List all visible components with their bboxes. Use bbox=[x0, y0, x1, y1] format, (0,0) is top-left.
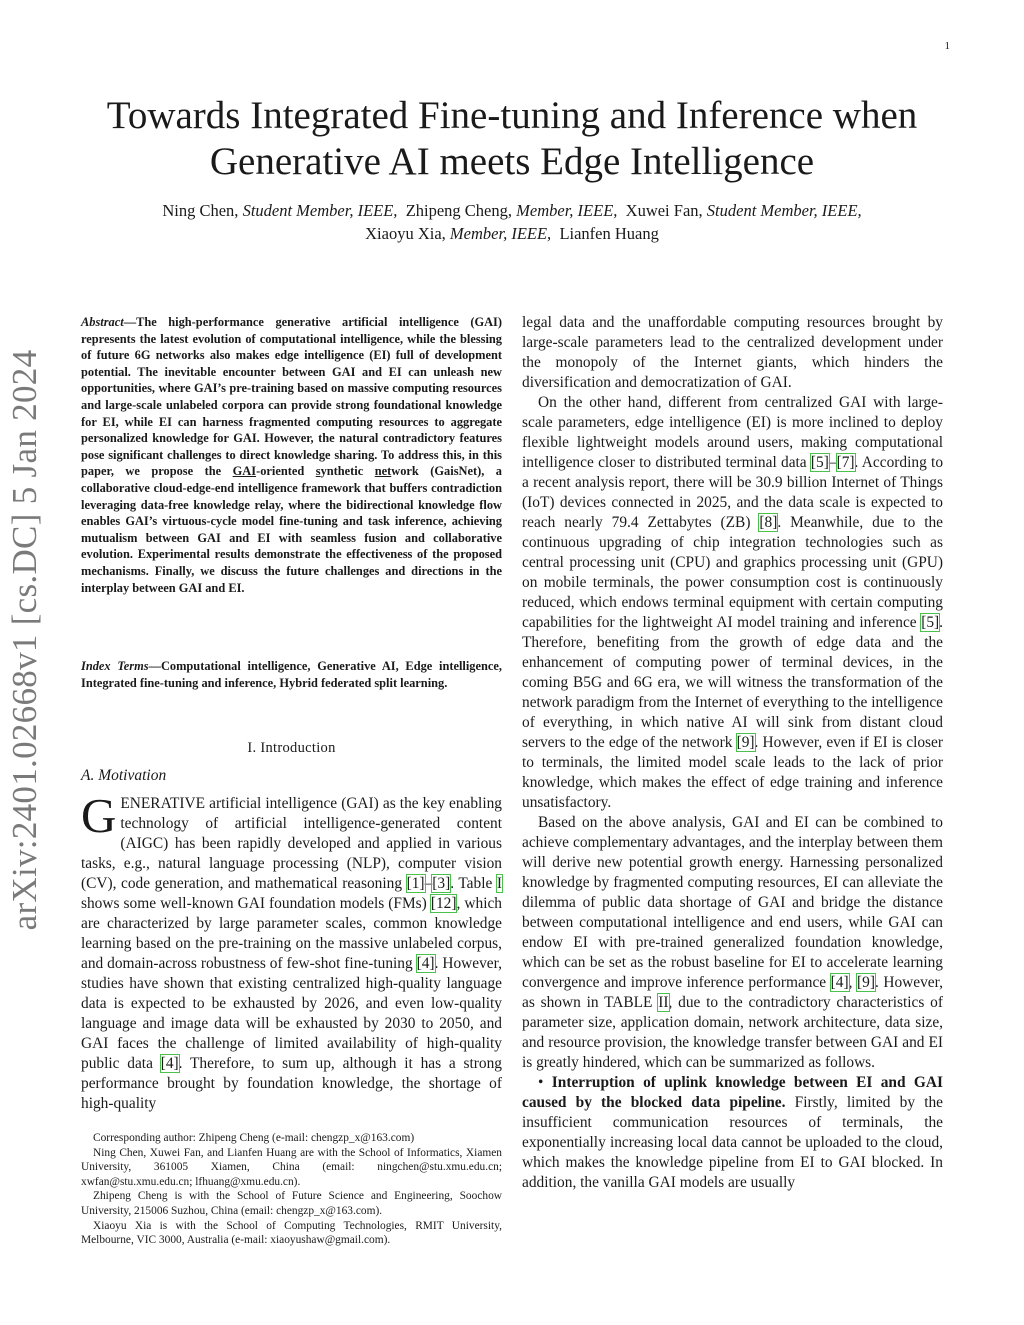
body-text: shows some well-known GAI foundation models (FMs) bbox=[81, 895, 431, 912]
footnote: Ning Chen, Xuwei Fan, and Lianfen Huang are with the School of Informatics, Xiamen University, 361005 Xiamen, China (email: ningchen@stu.xmu.edu.cn; xwfan@stu.xmu.edu.cn; lfhuang@xmu.edu.cn). bbox=[81, 1146, 502, 1188]
body-text: Based on the above analysis, GAI and EI can be combined to achieve complementary advantages, and the interplay between them will derive new potential growth energy. Harnessing personalized knowledge by fragmented computing resources, EI can alleviate the dilemma of public data shortage of GAI and bridge the distance between computational intelligence and end users, while GAI can endow EI with pre-trained generalized foundation knowledge, which can be set as the robust baseline for EI to accelerate learning convergence and improve inference performance bbox=[522, 814, 943, 991]
subsection-heading: A. Motivation bbox=[81, 767, 167, 784]
bullet-lead: Interruption of uplink knowledge between EI and GAI caused by the blocked data pipeline. bbox=[522, 1074, 943, 1111]
citation-link[interactable]: [4] bbox=[416, 955, 435, 972]
abstract-underline: s bbox=[315, 464, 321, 479]
table-link[interactable]: I bbox=[496, 875, 502, 892]
author-role: Student Member, IEEE, bbox=[706, 201, 862, 220]
citation-link[interactable]: [9] bbox=[857, 974, 875, 991]
author-name: Ning Chen, bbox=[162, 201, 239, 220]
body-text: . However, even if EI is closer to terminals, the limited model scale leads to the lack of prior knowledge, which makes the effect of edge training and inference unsatisfactory. bbox=[522, 734, 943, 811]
citation-link[interactable]: [12] bbox=[430, 895, 457, 912]
body-text: . Meanwhile, due to the continuous upgrading of chip integration technologies such as central processing unit (CPU) and graphics processing unit (GPU) on mobile terminals, the power consumption cost is continuously reduced, which endows terminal equipment with certain computing capabilities for the lightweight AI model training and inference bbox=[522, 514, 943, 631]
citation-link[interactable]: [3] bbox=[432, 875, 451, 892]
citation-link[interactable]: [4] bbox=[160, 1055, 179, 1072]
index-terms bbox=[81, 658, 502, 691]
body-text: . Therefore, benefiting from the growth of edge data and the enhancement of computing power of terminal devices, in the coming B5G and 6G era, we will witness the transformation of the network paradigm from the Internet of everything to the intelligence of everything, in which native AI will sink from distant cloud servers to the edge of the network bbox=[522, 614, 943, 751]
index-terms-text: —Computational intelligence, Generative AI, Edge intelligence, Integrated fine-tuning and inference, Hybrid federated split learning. bbox=[81, 659, 502, 690]
footnotes bbox=[81, 1131, 502, 1248]
abstract-text: -oriented bbox=[256, 464, 316, 479]
footnote: Xiaoyu Xia is with the School of Computing Technologies, RMIT University, Melbourne, VIC 3000, Australia (e-mail: xiaoyushaw@gmail.com). bbox=[81, 1219, 502, 1247]
abstract-underline: net bbox=[374, 464, 392, 479]
body-text: . However, as shown in TABLE bbox=[522, 974, 943, 1011]
citation-link[interactable]: [7] bbox=[836, 454, 855, 471]
section-heading: I. Introduction bbox=[247, 740, 336, 756]
author-role: Member, IEEE, bbox=[449, 224, 552, 243]
citation-link[interactable]: [5] bbox=[810, 454, 829, 471]
body-text: On the other hand, different from centralized GAI with large-scale parameters, edge intelligence (EI) is more inclined to deploy flexible lightweight models around users, making computational intelligence closer to distributed terminal data bbox=[522, 394, 943, 471]
index-terms-lead: Index Terms bbox=[81, 659, 149, 673]
citation-link[interactable]: [9] bbox=[736, 734, 755, 751]
body-text: . However, studies have shown that existing centralized high-quality language data is expected to be exhausted by 2026, and even low-quality language and image data will be exhausted by 2030 to 2050, and GAI faces the challenge of limited availability of high-quality public data bbox=[81, 955, 502, 1072]
paragraph bbox=[522, 393, 943, 813]
author-name: Xuwei Fan, bbox=[625, 201, 703, 220]
body-text: – bbox=[424, 875, 433, 892]
abstract-text: ynthetic bbox=[320, 464, 375, 479]
citation-link[interactable]: [5] bbox=[921, 614, 940, 631]
intro-paragraph bbox=[81, 788, 502, 1114]
author-name: Lianfen Huang bbox=[559, 224, 659, 243]
abstract bbox=[81, 314, 502, 596]
body-text: , which are characterized by large parameter scales, common knowledge learning based on the pre-training on the massive unlabeled corpus, and domain-across robustness of few-shot fine-tuning bbox=[81, 895, 502, 972]
body-text: – bbox=[828, 454, 837, 471]
paragraph: legal data and the unaffordable computing resources brought by large-scale parameters lead to the centralized development under the monopoly of the Internet giants, which hinders the diversification and democratization of GAI. bbox=[522, 314, 943, 391]
abstract-text: work (GaisNet), a collaborative cloud-edge-end intelligence framework that buffers contradiction leveraging data-free knowledge relay, where the bidirectional knowledge flow enables GAI’s virtuous-cycle model fine-tuning and task inference, achieving mutualism between GAI and EI with seamless fusion and collaborative evolution. Experimental results demonstrate the effectiveness of the proposed mechanisms. Finally, we discuss the future challenges and directions in the interplay between GAI and EI. bbox=[81, 464, 502, 595]
page-number: 1 bbox=[944, 40, 950, 52]
footnote: Zhipeng Cheng is with the School of Future Science and Engineering, Soochow University, 215006 Suzhou, China (email: chengzp_x@163.com). bbox=[81, 1190, 502, 1217]
body-text: . Therefore, to sum up, although it has a strong performance brought by foundation knowledge, the shortage of high-quality bbox=[81, 1055, 502, 1112]
body-text: , bbox=[848, 974, 858, 991]
paragraph bbox=[522, 813, 943, 1073]
author-role: Member, IEEE, bbox=[516, 201, 618, 220]
author-name: Zhipeng Cheng, bbox=[405, 201, 513, 220]
footnote: Corresponding author: Zhipeng Cheng (e-mail: chengzp_x@163.com) bbox=[93, 1132, 415, 1144]
abstract-underline: GAI bbox=[232, 464, 257, 479]
bullet-icon: • bbox=[538, 1074, 544, 1091]
body-text: , due to the contradictory characteristics of parameter size, application domain, network architecture, data size, and resource provision, the knowledge transfer between GAI and EI is greatly hindered, which can be summarized as follows. bbox=[522, 994, 943, 1071]
citation-link[interactable]: [1] bbox=[406, 875, 425, 892]
author-name: Xiaoyu Xia, bbox=[365, 224, 446, 243]
paper-title bbox=[60, 93, 964, 185]
body-text: Firstly, limited by the insufficient communication resources of terminals, the exponentially increasing local data cannot be uploaded to the cloud, which makes the knowledge pipeline from EI to GAI blocked. In addition, the vanilla GAI models are usually bbox=[522, 1094, 943, 1191]
drop-cap: G bbox=[81, 788, 117, 843]
citation-link[interactable]: [8] bbox=[759, 514, 778, 531]
body-text: . Table bbox=[450, 875, 497, 892]
title-line-2: Generative AI meets Edge Intelligence bbox=[209, 140, 815, 183]
arxiv-identifier[interactable]: arXiv:2401.02668v1 [cs.DC] 5 Jan 2024 bbox=[5, 349, 44, 931]
citation-link[interactable]: [4] bbox=[830, 974, 849, 991]
abstract-text: —The high-performance generative artificial intelligence (GAI) represents the latest evolution of computational intelligence, while the blessing of future 6G networks also makes edge intelligence (EI) full of development potential. The inevitable encounter between GAI and EI can unleash new opportunities, where GAI’s pre-training based on massive computing resources and large-scale unlabeled corpora can provide strong foundational knowledge for EI, while EI can harness fragmented computing resources to aggregate personalized knowledge for GAI. However, the natural contradictory features pose significant challenges to direct knowledge sharing. To address this, in this paper, we propose the bbox=[81, 315, 502, 479]
table-link[interactable]: II bbox=[658, 994, 669, 1011]
right-column bbox=[522, 313, 943, 1193]
title-line-1: Towards Integrated Fine-tuning and Inference when bbox=[106, 94, 918, 137]
abstract-lead: Abstract bbox=[81, 315, 124, 329]
bullet-paragraph bbox=[522, 1073, 943, 1193]
body-text: ENERATIVE artificial intelligence (GAI) as the key enabling technology of artificial intelligence-generated content (AIGC) has been rapidly developed and applied in various tasks, e.g., natural language processing (NLP), computer vision (CV), code generation, and mathematical reasoning bbox=[81, 795, 502, 892]
author-role: Student Member, IEEE, bbox=[242, 201, 398, 220]
author-list bbox=[60, 199, 964, 245]
body-text: . According to a recent analysis report, there will be 30.9 billion Internet of Things (IoT) devices connected in 2025, and the data scale is expected to reach nearly 79.4 Zettabytes (ZB) bbox=[522, 454, 944, 531]
